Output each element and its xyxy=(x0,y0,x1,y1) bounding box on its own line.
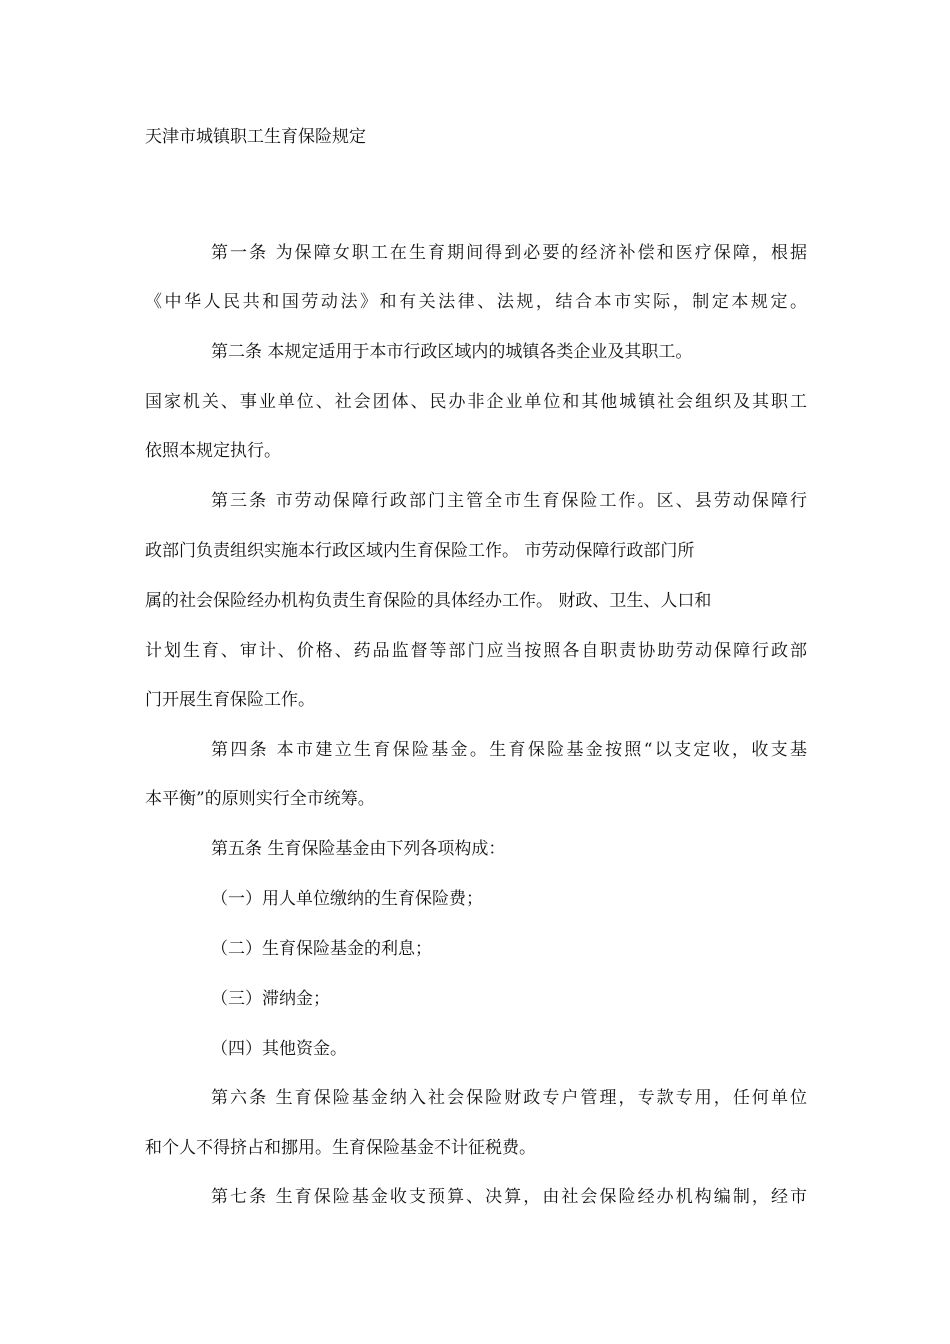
article-2-line-3: 依照本规定执行。 xyxy=(145,441,281,461)
article-1-line-2: 《中华人民共和国劳动法》和有关法律、法规，结合本市实际，制定本规定。 xyxy=(145,292,807,312)
article-6-line-1: 第六条 生育保险基金纳入社会保险财政专户管理，专款专用，任何单位 xyxy=(211,1088,807,1108)
article-5-item-2: （二）生育保险基金的利息； xyxy=(211,939,432,959)
article-1-line-1: 第一条 为保障女职工在生育期间得到必要的经济补偿和医疗保障，根据 xyxy=(211,243,807,263)
article-3-line-5: 门开展生育保险工作。 xyxy=(145,690,315,710)
article-3-line-4: 计划生育、审计、价格、药品监督等部门应当按照各自职责协助劳动保障行政部 xyxy=(145,641,807,661)
article-2-line-1: 第二条 本规定适用于本市行政区域内的城镇各类企业及其职工。 xyxy=(211,342,693,362)
article-2-line-2: 国家机关、事业单位、社会团体、民办非企业单位和其他城镇社会组织及其职工 xyxy=(145,392,807,412)
article-7-line-1: 第七条 生育保险基金收支预算、决算，由社会保险经办机构编制，经市 xyxy=(211,1187,807,1207)
article-5-item-4: （四）其他资金。 xyxy=(211,1039,347,1059)
article-6-line-2: 和个人不得挤占和挪用。生育保险基金不计征税费。 xyxy=(145,1138,536,1158)
article-4-line-1: 第四条 本市建立生育保险基金。生育保险基金按照“以支定收，收支基 xyxy=(211,740,807,760)
document-title: 天津市城镇职工生育保险规定 xyxy=(145,127,366,147)
article-3-line-2: 政部门负责组织实施本行政区域内生育保险工作。 市劳动保障行政部门所 xyxy=(145,541,695,561)
article-4-line-2: 本平衡”的原则实行全市统筹。 xyxy=(145,789,375,809)
article-5-item-3: （三）滞纳金； xyxy=(211,989,330,1009)
article-5-line-1: 第五条 生育保险基金由下列各项构成： xyxy=(211,839,506,859)
article-5-item-1: （一）用人单位缴纳的生育保险费； xyxy=(211,889,483,909)
article-3-line-1: 第三条 市劳动保障行政部门主管全市生育保险工作。区、县劳动保障行 xyxy=(211,491,807,511)
article-3-line-3: 属的社会保险经办机构负责生育保险的具体经办工作。 财政、卫生、人口和 xyxy=(145,591,712,611)
